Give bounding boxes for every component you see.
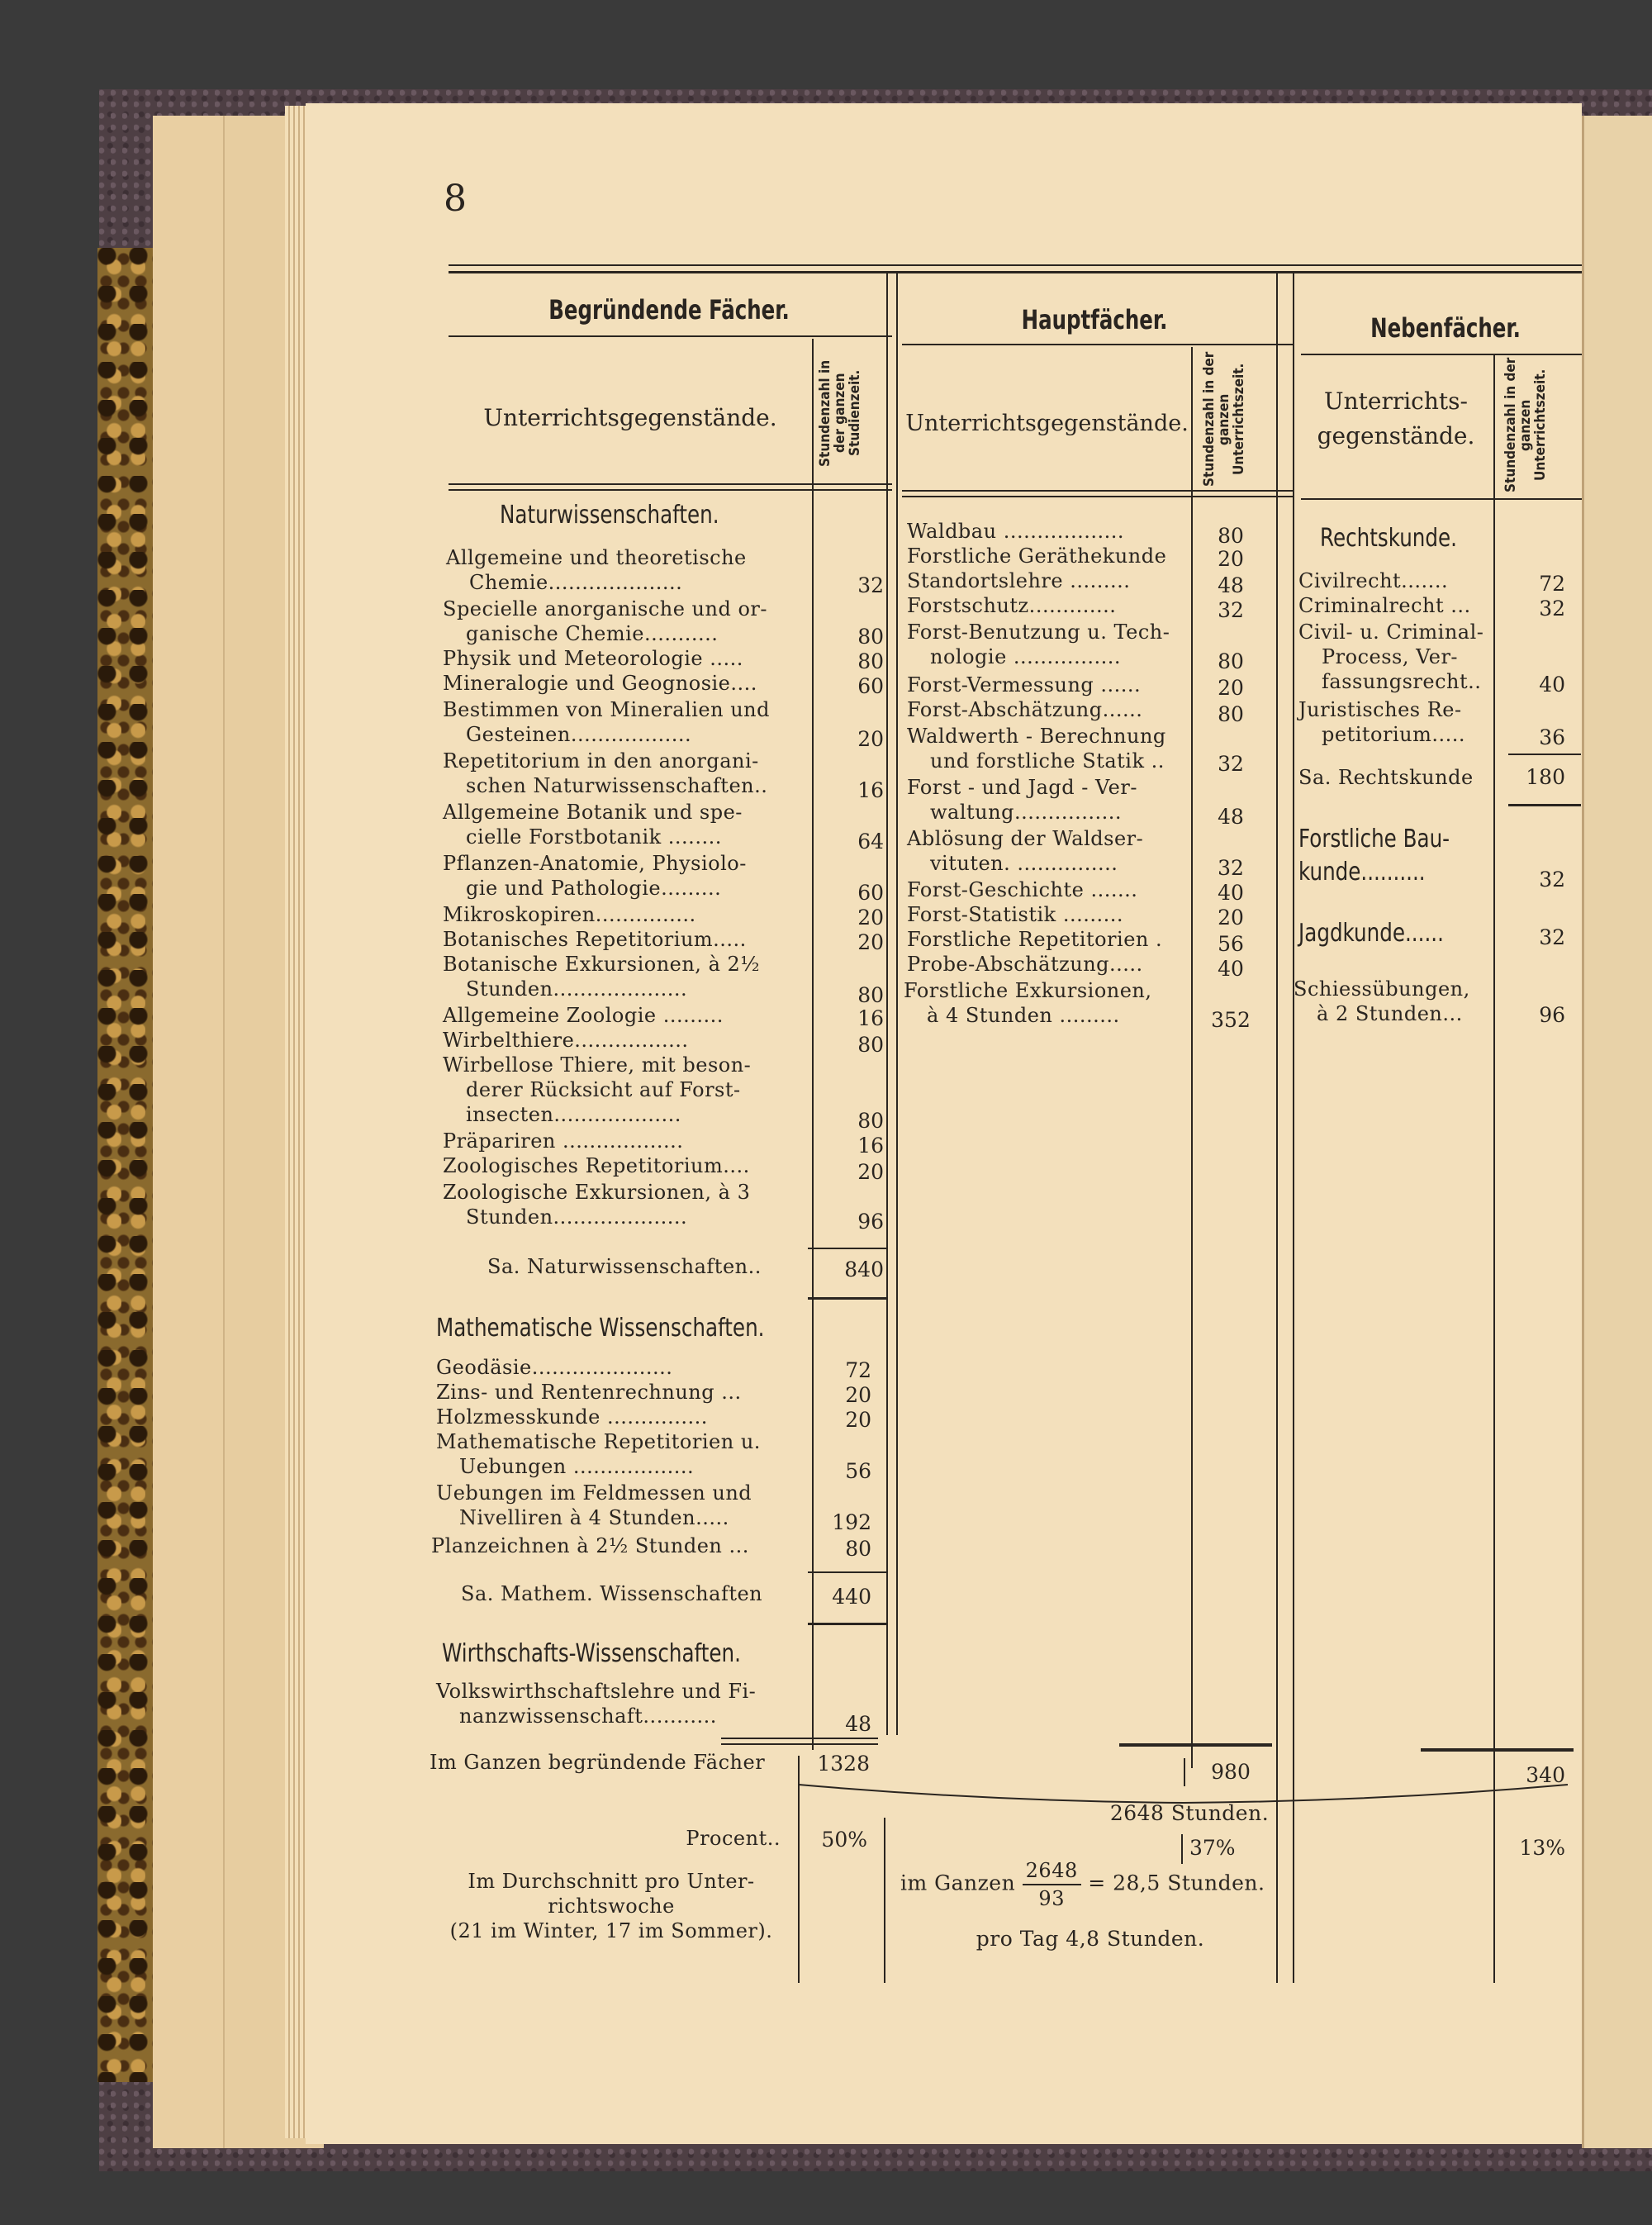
- total-neben: 340: [1526, 1763, 1565, 1787]
- row-text: Stunden....................: [466, 1205, 688, 1229]
- list-item: [443, 851, 806, 901]
- vrule-a-right: [886, 273, 888, 1735]
- row-text: Forstliche Geräthekunde: [907, 544, 1167, 568]
- hours-value: 72: [1539, 572, 1565, 596]
- list-item: [443, 1028, 806, 1053]
- group-naturwissenschaften: Naturwissenschaften.: [500, 501, 719, 530]
- schiessuebungen: [1294, 977, 1500, 1026]
- row-text: Forst-Benutzung u. Tech-: [907, 620, 1170, 644]
- row-text: Standortslehre .........: [907, 569, 1131, 592]
- average-formula: [900, 1857, 1280, 1912]
- row-text: Allgemeine Zoologie .........: [443, 1004, 724, 1027]
- list-item: [1298, 568, 1497, 593]
- sum-natur: 840: [844, 1258, 884, 1281]
- group-rechtskunde: Rechtskunde.: [1320, 524, 1457, 553]
- hours-value: 96: [1539, 1003, 1565, 1027]
- sum-rule-math-bottom: [808, 1623, 886, 1625]
- list-item: [436, 1481, 808, 1530]
- row-text: Forstliche Repetitorien .: [907, 928, 1163, 951]
- header-bottom-a2: [449, 489, 892, 491]
- list-item: [1298, 593, 1497, 618]
- list-item: [907, 902, 1192, 927]
- total-rule-c: [1421, 1748, 1574, 1752]
- sum-recht-label: Sa. Rechtskunde: [1298, 766, 1474, 789]
- row-text: Forst - und Jagd - Ver-: [907, 776, 1137, 799]
- row-text: Zins- und Rentenrechnung ...: [436, 1381, 742, 1404]
- list-item: [443, 1003, 806, 1028]
- hours-value: 32: [1539, 597, 1565, 620]
- row-text: kunde..........: [1298, 858, 1426, 887]
- row-text: Civilrecht.......: [1298, 569, 1449, 592]
- row-text: cielle Forstbotanik ........: [466, 825, 722, 849]
- hours-value: 20: [857, 930, 884, 954]
- row-text: gie und Pathologie.........: [466, 877, 722, 900]
- fraction-denominator: 93: [1038, 1887, 1065, 1910]
- column-hours-c: Stundenzahl in der ganzen Unterrichtszeit.: [1502, 357, 1549, 493]
- header-rule-c: [1301, 354, 1582, 355]
- row-text: Stunden....................: [466, 977, 688, 1001]
- percent-haupt: 37%: [1189, 1836, 1236, 1860]
- hours-value: 32: [1539, 868, 1565, 891]
- row-text: Präpariren ..................: [443, 1129, 684, 1153]
- header-bottom-a: [449, 483, 892, 485]
- row-text: waltung................: [930, 801, 1123, 824]
- forstliche-baukunde: [1298, 823, 1474, 889]
- list-item: [443, 1180, 806, 1229]
- hours-value: 32: [857, 573, 884, 597]
- row-text: Allgemeine Botanik und spe-: [443, 801, 743, 824]
- list-item: [907, 927, 1192, 952]
- column-subject-c: Unterrichts-gegenstände.: [1317, 387, 1475, 449]
- formula-fraction: [1023, 1857, 1081, 1912]
- hours-value: 16: [857, 778, 884, 802]
- formula-prefix: im Ganzen: [900, 1871, 1016, 1895]
- hours-value: 80: [1218, 649, 1244, 673]
- hours-value: 80: [1218, 524, 1244, 548]
- hours-value: 96: [857, 1210, 884, 1234]
- total-rule-a2: [721, 1743, 878, 1745]
- hours-value: 40: [1539, 673, 1565, 697]
- row-text: Forst-Geschichte .......: [907, 878, 1138, 901]
- hours-value: 80: [857, 625, 884, 649]
- vrule-a-left: [812, 339, 814, 1750]
- row-text: Forstliche Exkursionen,: [904, 979, 1152, 1002]
- row-text: Gesteinen..................: [466, 723, 692, 746]
- list-item: [907, 877, 1192, 902]
- list-item: [436, 1429, 808, 1479]
- row-text: insecten...................: [466, 1103, 681, 1126]
- hours-value: 80: [1218, 702, 1244, 726]
- hours-value: 48: [1218, 805, 1244, 829]
- row-text: Repetitorium in den anorgani-: [443, 749, 759, 773]
- list-item: [907, 697, 1192, 722]
- header-bottom-b: [902, 490, 1293, 492]
- facing-page-edge: [1582, 116, 1652, 2148]
- list-item: [436, 1355, 808, 1380]
- row-text: vituten. ...............: [930, 852, 1118, 875]
- list-item: [443, 697, 806, 747]
- vrule-bottom-a2: [884, 1818, 885, 1983]
- row-text: Wirbellose Thiere, mit beson-: [443, 1053, 752, 1077]
- list-item: [443, 646, 806, 671]
- row-text: Mathematische Repetitorien u.: [436, 1430, 761, 1453]
- vrule-c-left: [1293, 273, 1294, 1983]
- row-text: Specielle anorganische und or-: [443, 597, 767, 620]
- hours-value: 20: [845, 1408, 871, 1432]
- average-note: [430, 1869, 793, 1943]
- list-item: [907, 593, 1192, 618]
- hours-value: 36: [1539, 725, 1565, 749]
- list-item: [443, 1053, 806, 1127]
- hours-value: 32: [1539, 925, 1565, 949]
- row-text: Holzmesskunde ...............: [436, 1405, 708, 1429]
- formula-result: = 28,5 Stunden.: [1088, 1871, 1265, 1895]
- list-item: [1298, 697, 1497, 747]
- list-item: [443, 902, 806, 927]
- row-text: à 2 Stunden...: [1317, 1002, 1463, 1025]
- hours-value: 20: [857, 1160, 884, 1184]
- vrule-b-right: [1276, 273, 1278, 1983]
- percent-neben: 13%: [1519, 1836, 1565, 1860]
- row-text: Forstliche Bau-: [1298, 825, 1450, 853]
- row-text: Uebungen im Feldmessen und: [436, 1481, 752, 1505]
- list-item: [907, 673, 1192, 697]
- list-item: [443, 800, 806, 849]
- row-text: Planzeichnen à 2½ Stunden ...: [431, 1534, 749, 1557]
- group-wirthschafts: Wirthschafts-Wissenschaften.: [442, 1639, 741, 1668]
- column-hours-a: Stundenzahl in der ganzen Studienzeit.: [817, 359, 863, 467]
- row-text: Uebungen ..................: [459, 1455, 695, 1478]
- hours-value: 20: [1218, 547, 1244, 571]
- hours-value: 16: [857, 1134, 884, 1158]
- row-text: Im Durchschnitt pro Unter-: [468, 1870, 755, 1893]
- header-bottom-c: [1301, 498, 1582, 500]
- row-text: Forst-Abschätzung......: [907, 698, 1143, 721]
- sum-rule-recht: [1508, 754, 1581, 755]
- list-item: [907, 775, 1192, 825]
- row-text: (21 im Winter, 17 im Sommer).: [449, 1919, 773, 1942]
- row-text: Botanisches Repetitorium.....: [443, 928, 747, 951]
- list-item: [436, 1679, 808, 1728]
- percent-begruendende: 50%: [821, 1828, 867, 1852]
- hours-value: 80: [845, 1537, 871, 1561]
- column-subject-a: Unterrichtsgegenstände.: [483, 404, 777, 431]
- hours-value: 56: [845, 1459, 871, 1483]
- row-text: petitorium.....: [1322, 723, 1465, 746]
- total-rule-a: [721, 1738, 878, 1739]
- list-item: [431, 1533, 808, 1558]
- grand-total: 2648 Stunden.: [1109, 1801, 1270, 1825]
- list-item: [446, 545, 809, 595]
- sum-natur-label: Sa. Naturwissenschaften..: [487, 1255, 762, 1278]
- hours-value: 352: [1211, 1008, 1251, 1032]
- section-haupt: Hauptfächer.: [1021, 304, 1168, 335]
- row-text: Zoologische Exkursionen, à 3: [443, 1181, 751, 1204]
- column-subject-b: Unterrichtsgegenstände.: [905, 411, 1189, 436]
- hours-value: 64: [857, 830, 884, 853]
- sum-rule-natur: [808, 1248, 886, 1249]
- row-text: Chemie....................: [469, 571, 683, 594]
- jagdkunde: Jagdkunde......: [1298, 919, 1444, 948]
- per-day-note: pro Tag 4,8 Stunden.: [976, 1927, 1205, 1951]
- row-text: Probe-Abschätzung.....: [907, 953, 1143, 976]
- sum-rule-math: [808, 1571, 886, 1573]
- row-text: Waldwerth - Berechnung: [907, 725, 1166, 748]
- row-text: richtswoche: [548, 1895, 675, 1918]
- header-rule-a: [449, 335, 892, 337]
- hours-value: 80: [857, 1109, 884, 1133]
- sum-recht: 180: [1526, 765, 1565, 789]
- row-text: Criminalrecht ...: [1298, 594, 1471, 617]
- total-begruendende: 1328: [817, 1752, 870, 1776]
- list-item: [443, 749, 806, 798]
- hours-value: 20: [1218, 676, 1244, 700]
- list-item: [443, 671, 806, 696]
- list-item: [443, 1153, 806, 1178]
- sum-math: 440: [832, 1585, 871, 1609]
- list-item: [436, 1405, 808, 1429]
- hours-value: 60: [857, 881, 884, 905]
- hours-value: 72: [845, 1358, 871, 1382]
- row-text: schen Naturwissenschaften..: [466, 774, 768, 797]
- row-text: fassungsrecht..: [1322, 670, 1482, 693]
- row-text: Physik und Meteorologie .....: [443, 647, 743, 670]
- column-hours-b: Stundenzahl in der ganzen Unterrichtszeit.: [1201, 351, 1247, 487]
- row-text: Allgemeine und theoretische: [446, 546, 747, 569]
- list-item: [443, 927, 806, 952]
- list-item: [907, 568, 1192, 593]
- hours-value: 48: [845, 1712, 871, 1736]
- sum-math-label: Sa. Mathem. Wissenschaften: [461, 1582, 763, 1605]
- hours-value: 48: [1218, 573, 1244, 597]
- total-rule-b: [1119, 1743, 1272, 1747]
- row-text: ganische Chemie...........: [466, 622, 719, 645]
- row-text: Mikroskopiren...............: [443, 903, 696, 926]
- total-haupt: 980: [1211, 1760, 1251, 1784]
- vrule-b-left: [896, 273, 898, 1735]
- hours-value: 56: [1218, 932, 1244, 956]
- hours-value: 20: [845, 1383, 871, 1407]
- list-item: [907, 519, 1192, 544]
- row-text: Nivelliren à 4 Stunden.....: [459, 1506, 729, 1529]
- hours-value: 40: [1218, 957, 1244, 981]
- section-neben: Nebenfächer.: [1370, 312, 1521, 344]
- row-text: Forst-Statistik .........: [907, 903, 1124, 926]
- row-text: Wirbelthiere.................: [443, 1029, 689, 1052]
- hours-value: 20: [1218, 906, 1244, 929]
- percent-label: Procent..: [686, 1827, 781, 1850]
- row-text: nologie ................: [930, 645, 1121, 668]
- row-text: Geodäsie.....................: [436, 1356, 673, 1379]
- list-item: [904, 978, 1189, 1028]
- row-text: Botanische Exkursionen, à 2½: [443, 953, 761, 976]
- row-text: Schiessübungen,: [1294, 977, 1470, 1001]
- sum-rule-recht-bottom: [1508, 804, 1581, 806]
- row-text: Civil- u. Criminal-: [1298, 620, 1484, 644]
- total-tick-b: [1184, 1758, 1185, 1786]
- row-text: nanzwissenschaft...........: [459, 1704, 717, 1728]
- row-text: Process, Ver-: [1322, 645, 1459, 668]
- hours-value: 20: [857, 727, 884, 751]
- hours-value: 16: [857, 1006, 884, 1030]
- hours-value: 60: [857, 674, 884, 698]
- fraction-numerator: 2648: [1023, 1857, 1081, 1885]
- hours-value: 32: [1218, 856, 1244, 880]
- hours-value: 32: [1218, 752, 1244, 776]
- section-begruendende: Begründende Fächer.: [548, 294, 790, 326]
- row-text: Forst-Vermessung ......: [907, 673, 1142, 697]
- hours-value: 32: [1218, 598, 1244, 622]
- hours-value: 192: [832, 1510, 871, 1534]
- list-item: [443, 1129, 806, 1153]
- total-label: Im Ganzen begründende Fächer: [430, 1751, 766, 1774]
- row-text: Mineralogie und Geognosie....: [443, 672, 757, 695]
- list-item: [907, 544, 1192, 568]
- row-text: Volkswirthschaftslehre und Fi-: [436, 1680, 757, 1703]
- hours-value: 80: [857, 649, 884, 673]
- list-item: [907, 724, 1192, 773]
- list-item: [443, 597, 806, 646]
- list-item: [907, 620, 1192, 669]
- top-rule: [449, 264, 1582, 266]
- hours-value: 80: [857, 1033, 884, 1057]
- list-item: [436, 1380, 808, 1405]
- row-text: und forstliche Statik ..: [930, 749, 1165, 773]
- row-text: Zoologisches Repetitorium....: [443, 1154, 750, 1177]
- header-rule-b: [902, 344, 1293, 345]
- vrule-c-hours: [1493, 355, 1495, 1766]
- hours-value: 80: [857, 983, 884, 1007]
- row-text: Pflanzen-Anatomie, Physiolo-: [443, 852, 747, 875]
- hours-value: 40: [1218, 881, 1244, 905]
- row-text: derer Rücksicht auf Forst-: [466, 1078, 741, 1101]
- sum-rule-natur-bottom: [808, 1297, 886, 1300]
- group-mathematische: Mathematische Wissenschaften.: [436, 1314, 765, 1343]
- list-item: [1298, 620, 1497, 694]
- row-text: Bestimmen von Mineralien und: [443, 698, 770, 721]
- page-number: 8: [444, 178, 467, 220]
- row-text: Waldbau ..................: [907, 520, 1125, 543]
- header-bottom-b2: [902, 496, 1293, 497]
- row-text: Ablösung der Waldser-: [907, 827, 1144, 850]
- list-item: [907, 952, 1192, 977]
- hours-value: 20: [857, 906, 884, 929]
- list-item: [443, 952, 806, 1001]
- row-text: à 4 Stunden .........: [927, 1004, 1120, 1027]
- row-text: Forstschutz.............: [907, 594, 1117, 617]
- row-text: Juristisches Re-: [1298, 698, 1462, 721]
- top-rule-2: [449, 271, 1582, 273]
- list-item: [907, 826, 1192, 876]
